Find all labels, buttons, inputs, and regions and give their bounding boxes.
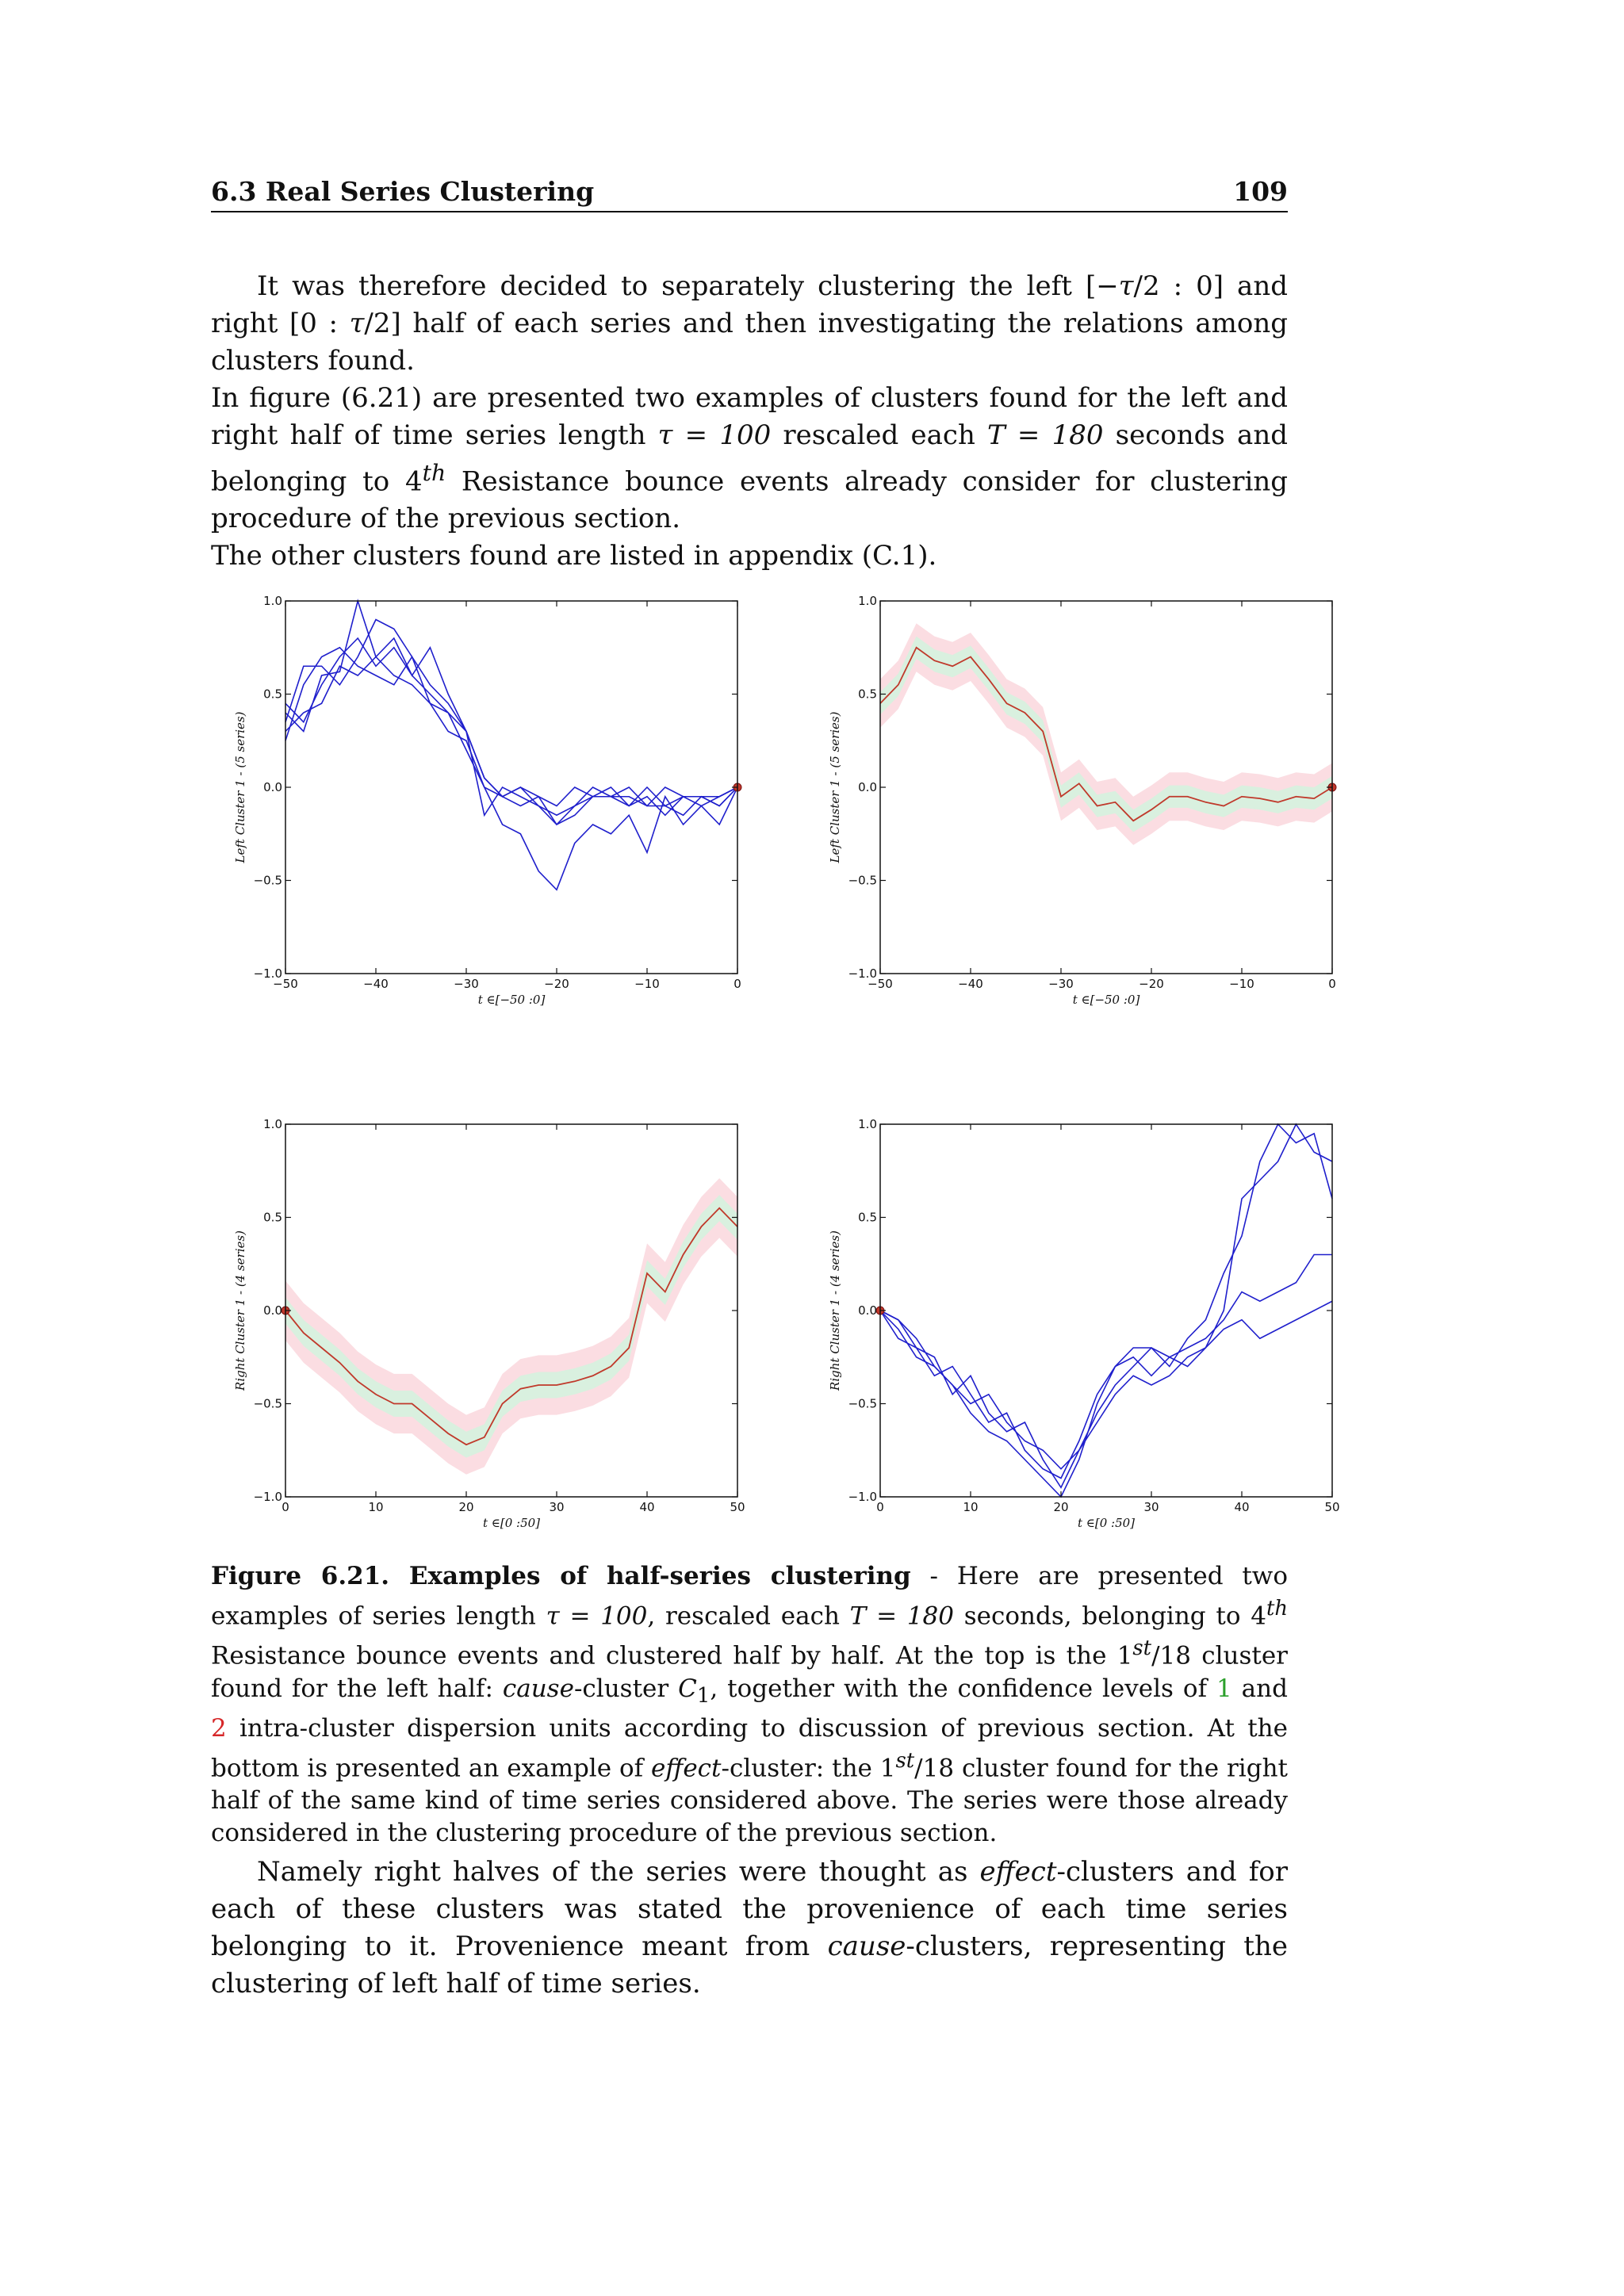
- x-tick-label: 0: [876, 1500, 884, 1514]
- x-tick-label: 0: [1328, 977, 1336, 991]
- x-tick-label: 10: [368, 1500, 384, 1514]
- band-2-units: [285, 1178, 737, 1475]
- y-tick-label: 0.5: [263, 1210, 282, 1225]
- y-axis-label: Left Cluster 1 - (5 series): [233, 711, 247, 863]
- plot-bottom-right-svg: [825, 1116, 1356, 1529]
- green-level: 1: [1216, 1674, 1232, 1703]
- x-tick-label: 40: [1234, 1500, 1250, 1514]
- series-line-4: [285, 638, 737, 890]
- plot-frame: [880, 1124, 1332, 1497]
- y-tick-label: −0.5: [848, 873, 877, 888]
- y-tick-label: 0.5: [263, 687, 282, 702]
- plot-bottom-left: [230, 1116, 761, 1529]
- x-tick-label: −20: [1139, 977, 1164, 991]
- plot-top-left: [230, 593, 761, 1005]
- y-axis-label: Left Cluster 1 - (5 series): [828, 711, 842, 863]
- x-tick-label: −10: [1229, 977, 1254, 991]
- series-line-3: [880, 1124, 1332, 1487]
- y-tick-label: −1.0: [253, 1490, 282, 1504]
- x-tick-label: 20: [458, 1500, 474, 1514]
- y-tick-label: 0.5: [858, 687, 877, 702]
- y-tick-label: −0.5: [848, 1396, 877, 1411]
- plot-bottom-right: [825, 1116, 1356, 1529]
- band-1-units: [880, 637, 1332, 832]
- x-axis-label: t ∈[−50 :0]: [1072, 993, 1140, 1007]
- x-tick-label: 40: [639, 1500, 655, 1514]
- y-tick-label: 1.0: [858, 594, 877, 608]
- series-line-5: [285, 657, 737, 806]
- figure-caption: Figure 6.21. Examples of half-series clustering - Here are presented two examples of series length τ = 100, rescaled each T = 180 seconds, belonging to 4th Resistance bounce events and clustered half by half. At the top is the 1st/18 cluster found for the left half: cause-cluster $C_1$, together with the confidence levels of 1 and 2 intra-cluster dispersion units according to discussion of previous section. At the bottom is presented an example of effect-cluster: the 1st/18 cluster found for the right half of the same kind of time series considered above. The series were those already considered in the clustering procedure of the previous section.: [211, 1562, 1289, 1848]
- caption-label: Figure 6.21. Examples of half-series clustering: [211, 1562, 911, 1590]
- x-tick-label: 20: [1053, 1500, 1069, 1514]
- x-tick-label: −40: [958, 977, 983, 991]
- running-header: [211, 176, 1288, 207]
- y-axis-label: Right Cluster 1 - (4 series): [828, 1230, 842, 1391]
- plot-bottom-left-svg: [230, 1116, 761, 1529]
- red-level: 2: [211, 1713, 227, 1743]
- closing-sentences: Namely right halves of the series were thought as effect-clusters and for each of these clusters was stated the provenience of each time series belonging to it. Provenience meant from cause-clusters, representing the clustering of left half of time series.: [211, 1856, 1289, 1999]
- x-tick-label: −10: [634, 977, 660, 991]
- y-axis-label: Right Cluster 1 - (4 series): [233, 1230, 247, 1391]
- y-tick-label: 0.5: [858, 1210, 877, 1225]
- series-line-1: [880, 1124, 1332, 1497]
- x-tick-label: −40: [363, 977, 389, 991]
- plot-top-right-svg: [825, 593, 1356, 1005]
- y-tick-label: 0.0: [858, 780, 877, 794]
- x-tick-label: 50: [1324, 1500, 1340, 1514]
- x-tick-label: −30: [1048, 977, 1074, 991]
- x-axis-label: t ∈[0 :50]: [1077, 1516, 1136, 1530]
- plot-frame: [285, 601, 737, 974]
- y-tick-label: −1.0: [253, 966, 282, 981]
- x-tick-label: 30: [1143, 1500, 1159, 1514]
- series-line-2: [880, 1255, 1332, 1479]
- y-tick-label: 0.0: [263, 780, 282, 794]
- y-tick-label: 1.0: [263, 594, 282, 608]
- plot-top-left-svg: [230, 593, 761, 1005]
- series-line-3: [285, 648, 737, 825]
- x-tick-label: 10: [963, 1500, 979, 1514]
- y-tick-label: −1.0: [848, 1490, 877, 1504]
- y-tick-label: 0.0: [263, 1303, 282, 1318]
- closing-paragraph: [211, 1854, 1288, 2003]
- series-line-1: [285, 601, 737, 825]
- page-number: 109: [1233, 176, 1288, 207]
- y-tick-label: −1.0: [848, 966, 877, 981]
- sentence-figure-reference: In figure (6.21) are presented two examples of clusters found for the left and right half of time series length τ = 100 rescaled each T = 180 seconds and belonging to 4th Resistance bounce events already consider for clustering procedure of the previous section.: [211, 382, 1288, 535]
- x-tick-label: 50: [730, 1500, 745, 1514]
- header-rule: [211, 211, 1288, 212]
- sentence-appendix: The other clusters found are listed in appendix (C.1).: [211, 540, 937, 572]
- intro-paragraph: [211, 268, 1288, 575]
- x-axis-label: t ∈[0 :50]: [482, 1516, 541, 1530]
- x-tick-label: −20: [544, 977, 569, 991]
- x-axis-label: t ∈[−50 :0]: [477, 993, 546, 1007]
- x-tick-label: 30: [549, 1500, 565, 1514]
- series-line-2: [285, 620, 737, 816]
- section-title: 6.3 Real Series Clustering: [211, 176, 595, 207]
- x-tick-label: −30: [454, 977, 479, 991]
- x-tick-label: −50: [273, 977, 298, 991]
- y-tick-label: −0.5: [253, 1396, 282, 1411]
- y-tick-label: 1.0: [263, 1117, 282, 1131]
- y-tick-label: 0.0: [858, 1303, 877, 1318]
- plot-top-right: [825, 593, 1356, 1005]
- x-tick-label: 0: [282, 1500, 289, 1514]
- x-tick-label: 0: [733, 977, 741, 991]
- y-tick-label: 1.0: [858, 1117, 877, 1131]
- y-tick-label: −0.5: [253, 873, 282, 888]
- x-tick-label: −50: [868, 977, 893, 991]
- sentence-split-halves: It was therefore decided to separately clustering the left [−τ/2 : 0] and right [0 : τ/2] half of each series and then investigating the relations among clusters found.: [211, 270, 1288, 377]
